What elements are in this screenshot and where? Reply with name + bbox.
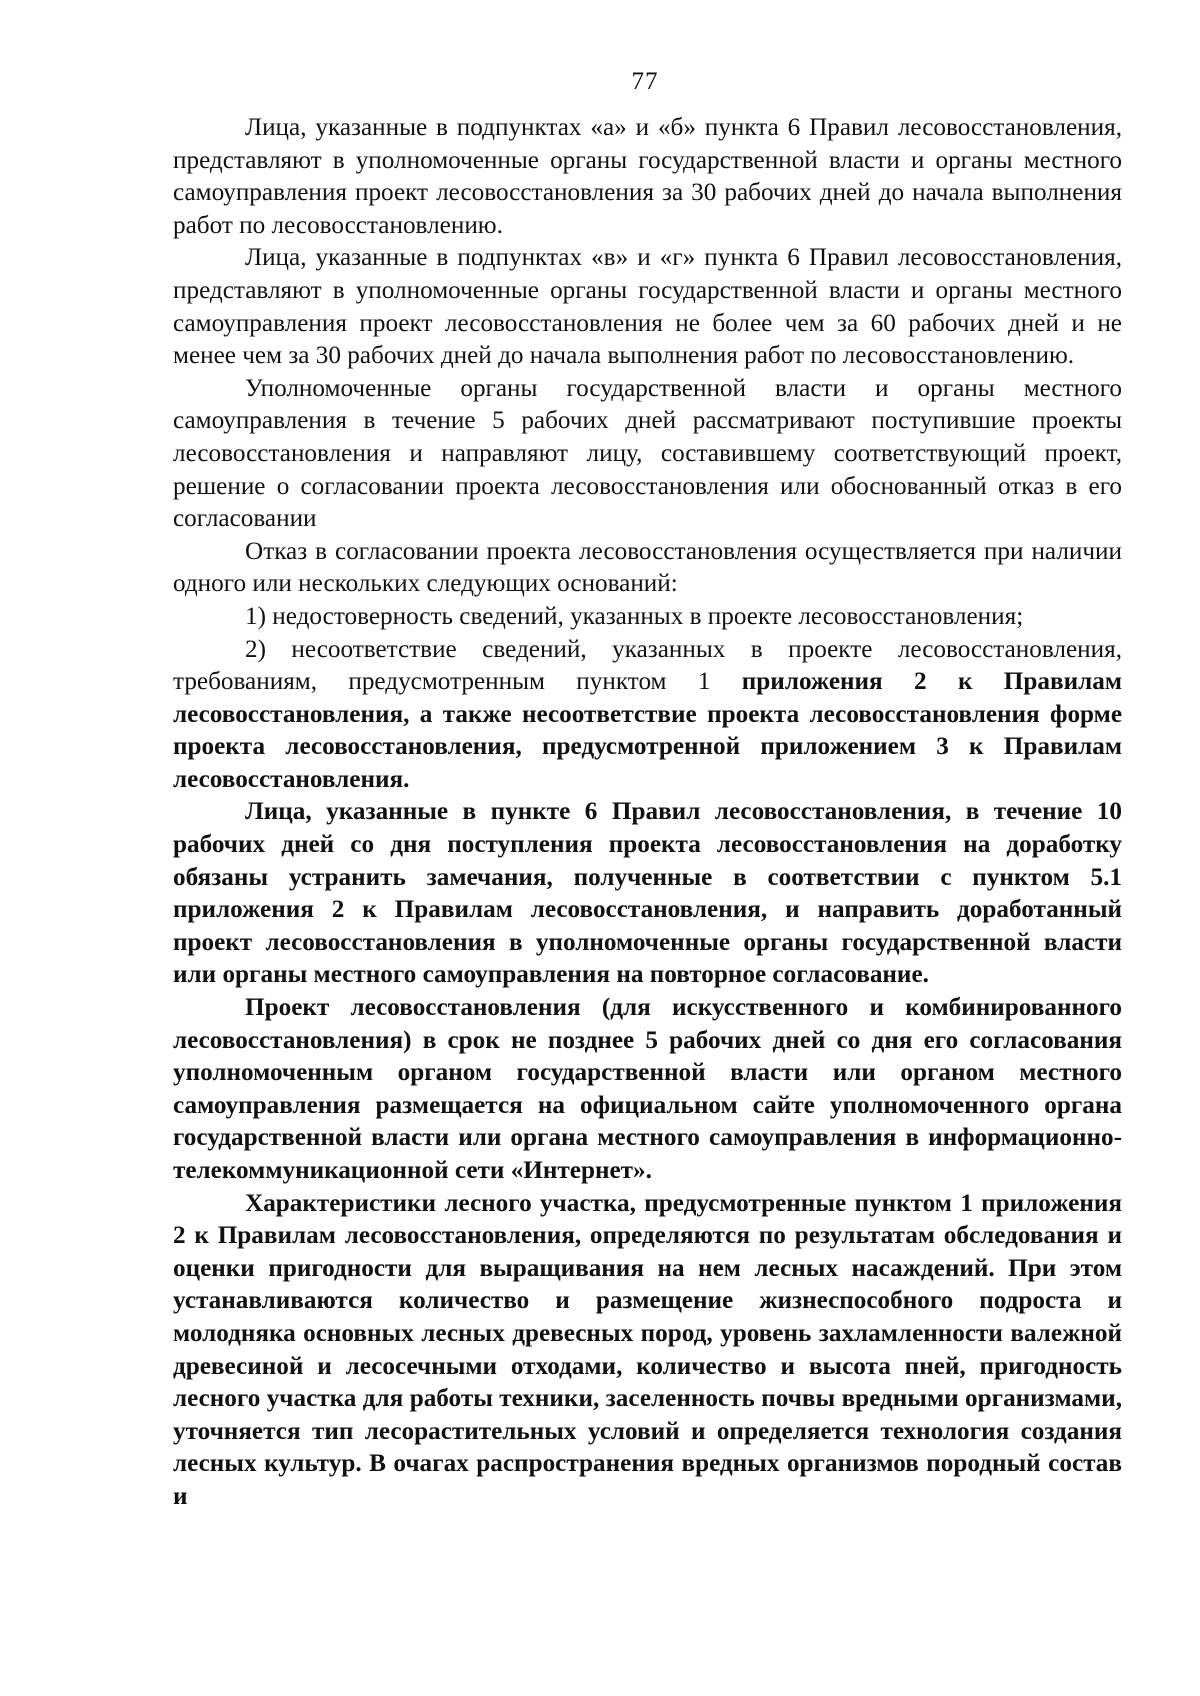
page-number: 77 — [631, 68, 659, 95]
paragraph-1: Лица, указанные в подпунктах «а» и «б» пункта 6 Правил лесовосстановления, представляют в уполномоченные органы государственной власти и органы местного самоуправления проект лесовосстановления за 30 рабочих дней до начала выполнения работ по лесовосстановлению. — [173, 114, 1122, 239]
list-item-2 — [173, 634, 1122, 797]
paragraph-3: Уполномоченные органы государственной власти и органы местного самоуправления в течение 5 рабочих дней рассматривают поступившие проекты лесовосстановления и направляют лицу, составившему соответствующий проект, решение о согласовании проекта лесовосстановления или обоснованный отказ в его согласовании — [173, 374, 1122, 533]
paragraph-5: Лица, указанные в пункте 6 Правил лесовосстановления, в течение 10 рабочих дней со дня поступления проекта лесовосстановления на доработку обязаны устранить замечания, полученные в соответствии с пунктом 5.1 приложения 2 к Правилам лесовосстановления, и направить доработанный проект лесовосстановления в уполномоченные органы государственной власти или органы местного самоуправления на повторное согласование. — [173, 798, 1122, 989]
document-body — [173, 112, 1122, 1514]
list-item-1: 1) недостоверность сведений, указанных в проекте лесовосстановления; — [245, 602, 1024, 630]
paragraph-4: Отказ в согласовании проекта лесовосстановления осуществляется при наличии одного или нескольких следующих оснований: — [173, 537, 1122, 598]
paragraph-7: Характеристики лесного участка, предусмотренные пунктом 1 приложения 2 к Правилам лесовосстановления, определяются по результатам обследования и оценки пригодности для выращивания на нем лесных насаждений. При этом устанавливаются количество и размещение жизнеспособного подроста и молодняка основных лесных древесных пород, уровень захламленности валежной древесиной и лесосечными отходами, количество и высота пней, пригодность лесного участка для работы техники, заселенность почвы вредными организмами, уточняется тип лесорастительных условий и определяется технология создания лесных культур. В очагах распространения вредных организмов породный состав и — [173, 1189, 1122, 1510]
paragraph-2: Лица, указанные в подпунктах «в» и «г» пункта 6 Правил лесовосстановления, представляют в уполномоченные органы государственной власти и органы местного самоуправления проект лесовосстановления не более чем за 60 рабочих дней и не менее чем за 30 рабочих дней до начала выполнения работ по лесовосстановлению. — [173, 244, 1122, 370]
list-item-2-part-b: приложения 2 к Правилам лесовосстановления, а также несоответствие проекта лесовосстановления форме проекта лесовосстановления, предусмотренной приложением 3 к Правилам лесовосстановления. — [173, 668, 1122, 793]
paragraph-6: Проект лесовосстановления (для искусственного и комбинированного лесовосстановления) в срок не позднее 5 рабочих дней со дня его согласования уполномоченным органом государственной власти или органом местного самоуправления размещается на официальном сайте уполномоченного органа государственной власти или органа местного самоуправления в информационно-телекоммуникационной сети «Интернет». — [173, 994, 1122, 1184]
list-item-2-part-a: 2) несоответствие сведений, указанных в проекте лесовосстановления, требованиям, предусмотренным пунктом 1 — [173, 635, 1122, 696]
